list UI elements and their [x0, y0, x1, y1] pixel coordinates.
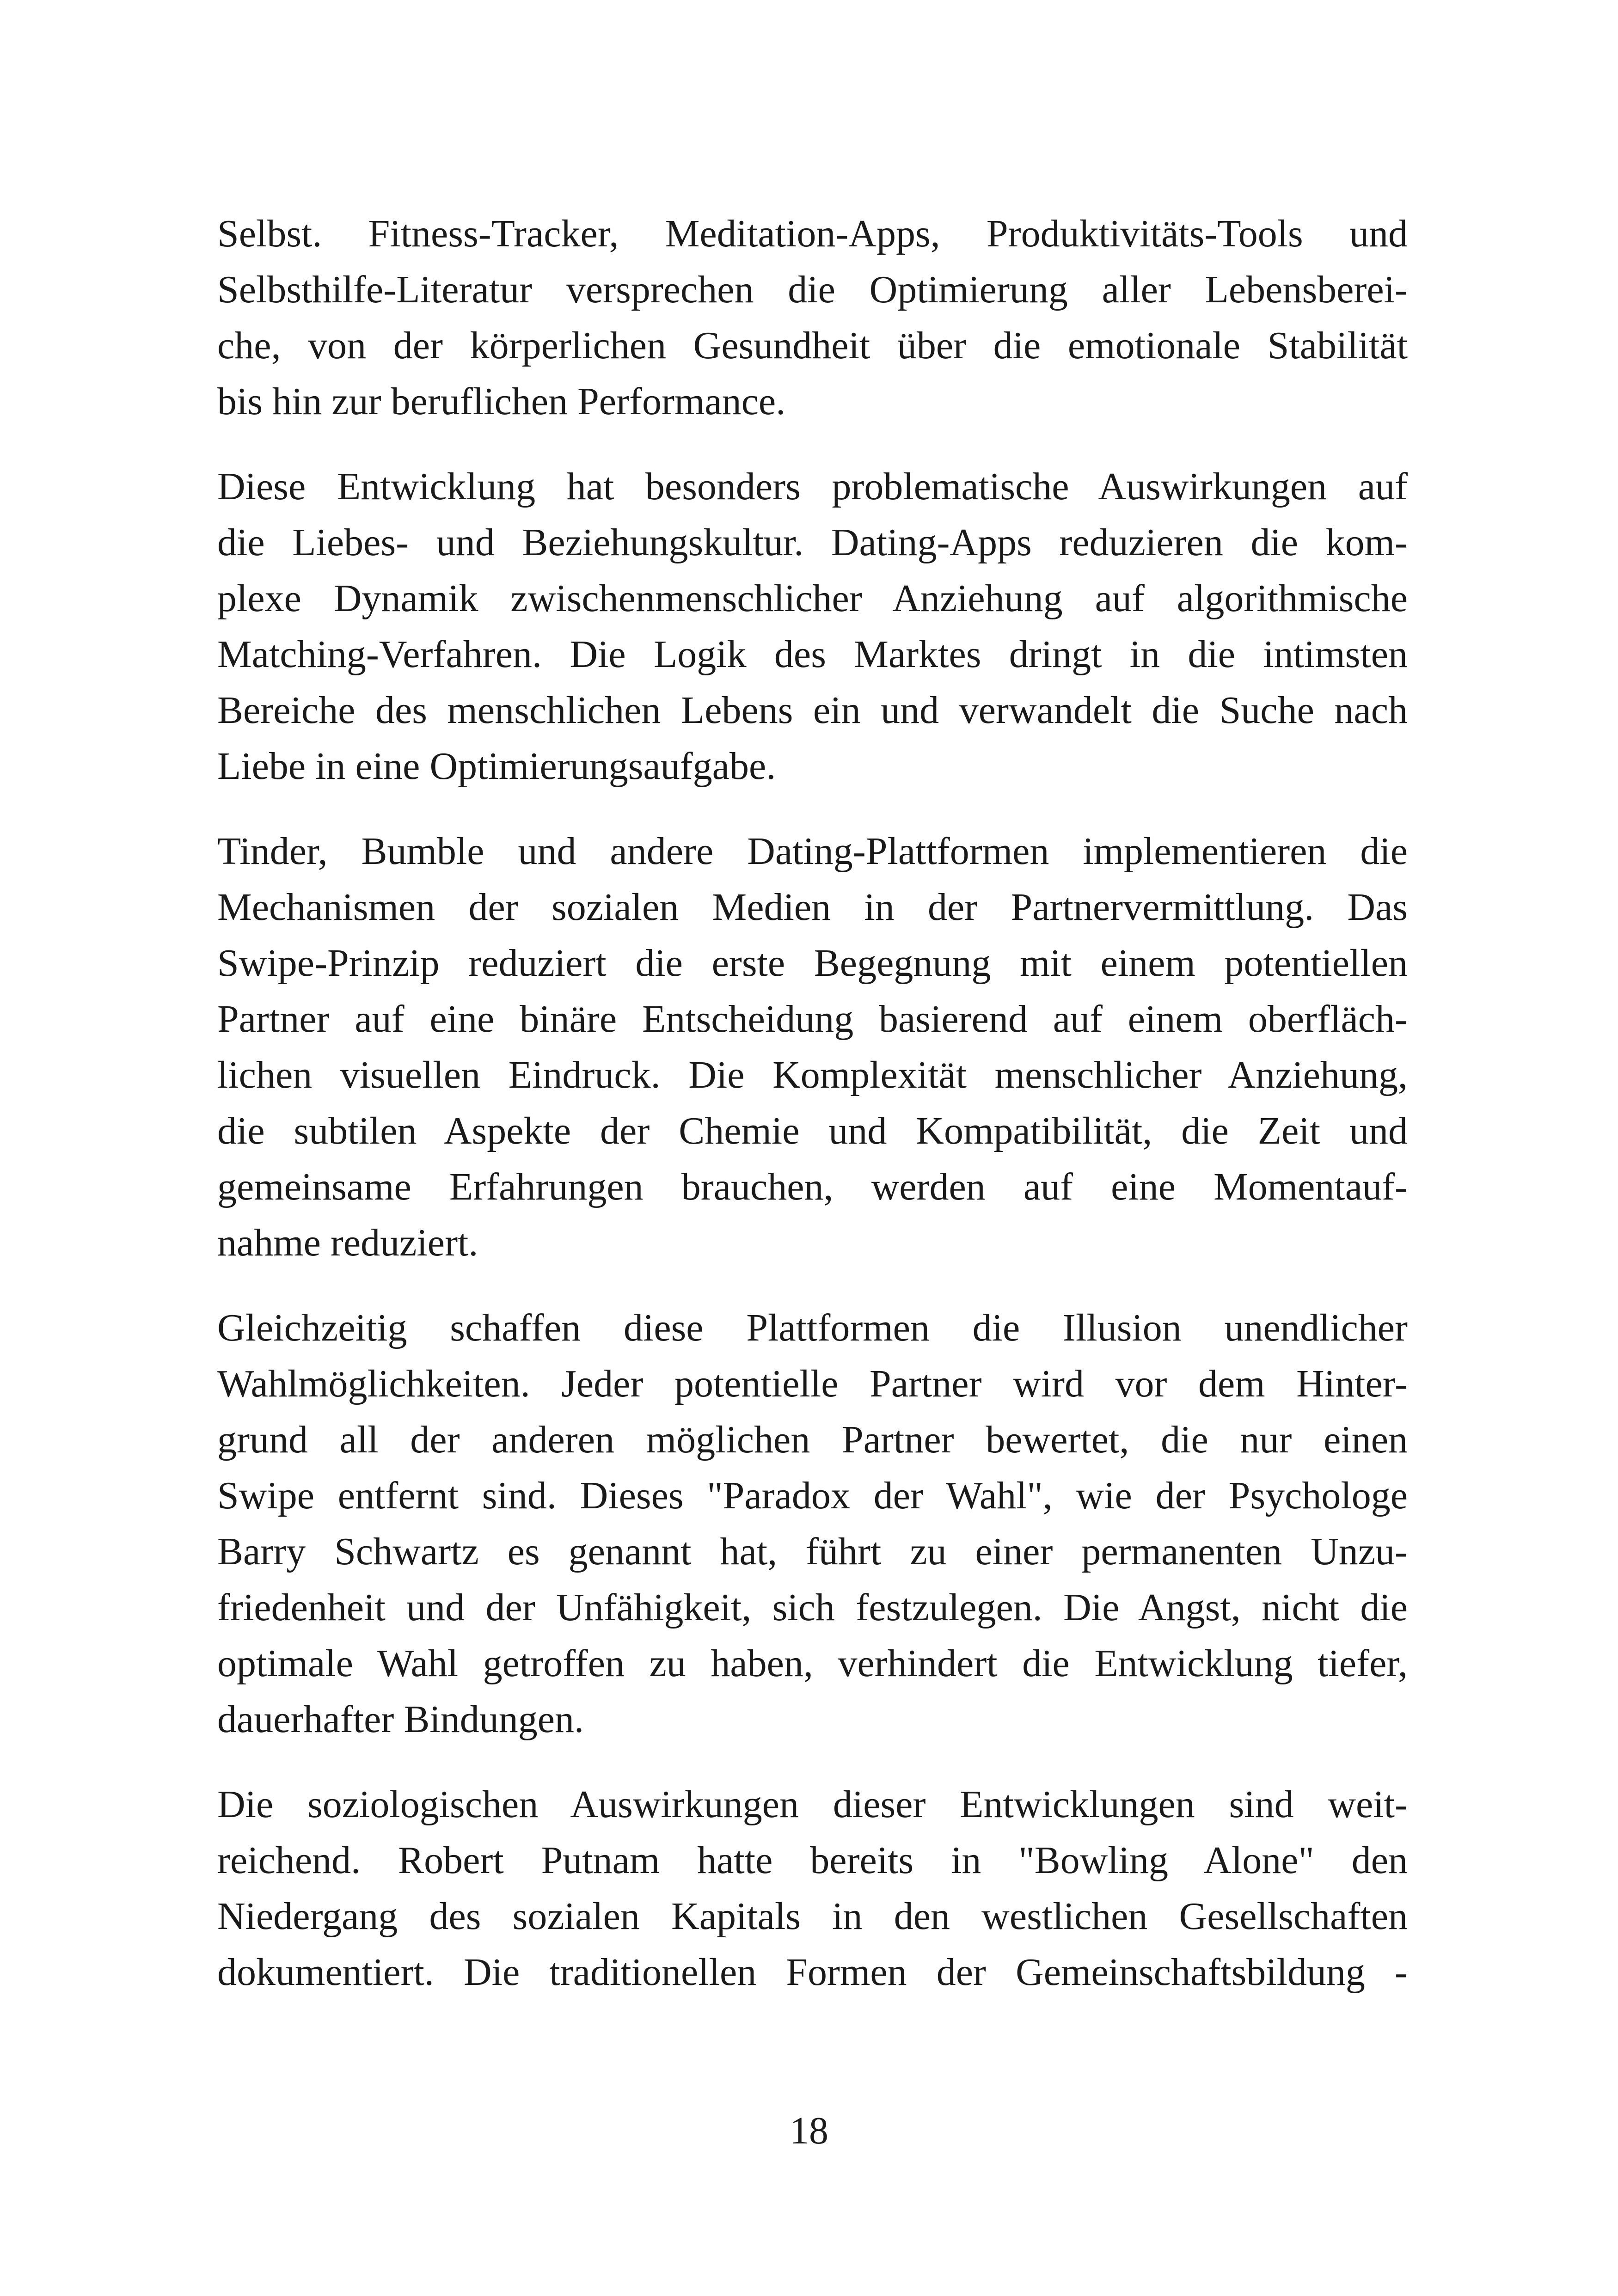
text-line: Partner auf eine binäre Entscheidung basierend auf einem oberfläch-	[217, 998, 1408, 1041]
paragraph	[217, 206, 1408, 429]
text-line: dauerhafter Bindungen.	[217, 1698, 584, 1741]
text-line: lichen visuellen Eindruck. Die Komplexität menschlicher Anziehung,	[217, 1053, 1408, 1096]
text-line: die subtilen Aspekte der Chemie und Kompatibilität, die Zeit und	[217, 1109, 1408, 1152]
text-line: Tinder, Bumble und andere Dating-Plattformen implementieren die	[217, 830, 1408, 873]
page-number: 18	[790, 2109, 828, 2152]
text-line: Gleichzeitig schaffen diese Plattformen die Illusion unendlicher	[217, 1306, 1408, 1349]
text-line: Liebe in eine Optimierungsaufgabe.	[217, 745, 776, 788]
text-line: friedenheit und der Unfähigkeit, sich festzulegen. Die Angst, nicht die	[217, 1586, 1408, 1629]
text-line: Barry Schwartz es genannt hat, führt zu einer permanenten Unzu-	[217, 1530, 1408, 1573]
text-line: Matching-Verfahren. Die Logik des Marktes dringt in die intimsten	[217, 633, 1408, 676]
paragraph	[217, 459, 1408, 794]
text-line: Swipe-Prinzip reduziert die erste Begegnung mit einem potentiellen	[217, 942, 1408, 985]
text-line: Niedergang des sozialen Kapitals in den westlichen Gesellschaften	[217, 1895, 1408, 1938]
text-line: plexe Dynamik zwischenmenschlicher Anziehung auf algorithmische	[217, 577, 1408, 620]
text-line: nahme reduziert.	[217, 1221, 478, 1264]
text-line: Bereiche des menschlichen Lebens ein und verwandelt die Suche nach	[217, 689, 1408, 732]
text-line: Die soziologischen Auswirkungen dieser Entwicklungen sind weit-	[217, 1783, 1408, 1826]
body-text	[217, 206, 1408, 2029]
text-line: Swipe entfernt sind. Dieses "Paradox der Wahl", wie der Psychologe	[217, 1474, 1408, 1517]
text-line: Selbsthilfe-Literatur versprechen die Optimierung aller Lebensberei-	[217, 268, 1408, 311]
text-line: die Liebes- und Beziehungskultur. Dating-Apps reduzieren die kom-	[217, 521, 1408, 564]
text-line: dokumentiert. Die traditionellen Formen der Gemeinschaftsbildung -	[217, 1951, 1408, 1994]
text-line: Mechanismen der sozialen Medien in der Partnervermittlung. Das	[217, 886, 1408, 929]
text-line: Diese Entwicklung hat besonders problematische Auswirkungen auf	[217, 465, 1408, 508]
paragraph	[217, 823, 1408, 1271]
text-line: optimale Wahl getroffen zu haben, verhindert die Entwicklung tiefer,	[217, 1642, 1408, 1685]
text-line: che, von der körperlichen Gesundheit über die emotionale Stabilität	[217, 324, 1408, 367]
text-line: reichend. Robert Putnam hatte bereits in "Bowling Alone" den	[217, 1839, 1408, 1882]
paragraph	[217, 1776, 1408, 2000]
text-line: gemeinsame Erfahrungen brauchen, werden auf eine Momentauf-	[217, 1165, 1408, 1208]
text-line: Selbst. Fitness-Tracker, Meditation-Apps, Produktivitäts-Tools und	[217, 212, 1408, 255]
text-line: grund all der anderen möglichen Partner bewertet, die nur einen	[217, 1418, 1408, 1461]
text-line: bis hin zur beruflichen Performance.	[217, 380, 786, 423]
text-line: Wahlmöglichkeiten. Jeder potentielle Partner wird vor dem Hinter-	[217, 1362, 1408, 1405]
paragraph	[217, 1300, 1408, 1747]
